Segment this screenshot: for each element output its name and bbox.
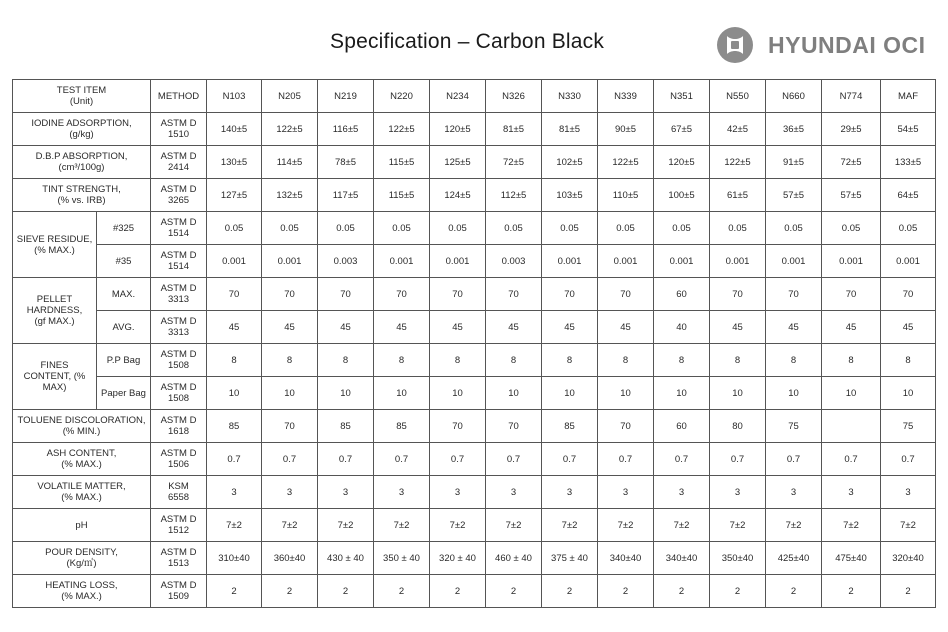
value-cell: 70 [374,278,430,311]
value-cell: 3 [654,476,710,509]
value-cell: 3 [486,476,542,509]
value-cell: 8 [822,344,881,377]
value-cell: 127±5 [207,179,262,212]
header-grade: N351 [654,80,710,113]
value-cell: 7±2 [207,509,262,542]
header-grade: N103 [207,80,262,113]
value-cell: 2 [207,575,262,608]
table-row [13,311,936,344]
test-item-sub-label: AVG. [97,311,151,344]
test-item-group-label: SIEVE RESIDUE, (% MAX.) [13,212,97,278]
value-cell: 0.7 [766,443,822,476]
value-cell: 8 [318,344,374,377]
value-cell: 72±5 [486,146,542,179]
value-cell: 75 [881,410,936,443]
value-cell: 36±5 [766,113,822,146]
value-cell: 0.05 [430,212,486,245]
test-item-label: TINT STRENGTH, (% vs. IRB) [13,179,151,212]
table-row [13,245,936,278]
value-cell: 350±40 [710,542,766,575]
value-cell: 10 [430,377,486,410]
brand [716,26,926,64]
value-cell: 81±5 [542,113,598,146]
table-row [13,146,936,179]
value-cell: 2 [542,575,598,608]
value-cell: 85 [374,410,430,443]
header-grade: N774 [822,80,881,113]
value-cell: 0.05 [374,212,430,245]
method-cell: ASTM D 1512 [151,509,207,542]
test-item-sub-label: #325 [97,212,151,245]
method-cell: ASTM D 1508 [151,344,207,377]
value-cell: 8 [430,344,486,377]
value-cell: 8 [207,344,262,377]
value-cell: 2 [710,575,766,608]
value-cell: 61±5 [710,179,766,212]
value-cell: 45 [207,311,262,344]
value-cell: 3 [881,476,936,509]
value-cell: 45 [766,311,822,344]
value-cell: 3 [430,476,486,509]
test-item-group-label: PELLET HARDNESS, (gf MAX.) [13,278,97,344]
value-cell: 70 [430,410,486,443]
value-cell: 0.7 [598,443,654,476]
value-cell: 340±40 [654,542,710,575]
test-item-sub-label: Paper Bag [97,377,151,410]
test-item-label: POUR DENSITY, (Kg/㎥) [13,542,151,575]
header-grade: N220 [374,80,430,113]
value-cell: 90±5 [598,113,654,146]
value-cell: 110±5 [598,179,654,212]
value-cell: 0.05 [822,212,881,245]
value-cell: 3 [542,476,598,509]
table-row [13,542,936,575]
value-cell: 0.001 [430,245,486,278]
value-cell: 70 [766,278,822,311]
value-cell: 0.001 [542,245,598,278]
value-cell: 3 [207,476,262,509]
method-cell: ASTM D 1514 [151,245,207,278]
value-cell: 0.001 [766,245,822,278]
value-cell: 7±2 [822,509,881,542]
value-cell: 3 [766,476,822,509]
value-cell: 0.7 [430,443,486,476]
value-cell: 70 [262,410,318,443]
value-cell: 85 [318,410,374,443]
value-cell: 2 [654,575,710,608]
value-cell: 70 [542,278,598,311]
value-cell: 70 [318,278,374,311]
value-cell: 45 [542,311,598,344]
header-row [13,80,936,113]
value-cell: 45 [881,311,936,344]
value-cell: 70 [486,278,542,311]
value-cell: 0.7 [207,443,262,476]
value-cell: 0.003 [318,245,374,278]
value-cell: 340±40 [598,542,654,575]
value-cell: 2 [486,575,542,608]
value-cell: 0.001 [881,245,936,278]
value-cell: 10 [374,377,430,410]
value-cell: 114±5 [262,146,318,179]
method-cell: ASTM D 1509 [151,575,207,608]
value-cell: 2 [430,575,486,608]
value-cell: 112±5 [486,179,542,212]
test-item-label: pH [13,509,151,542]
value-cell: 3 [318,476,374,509]
brand-name: HYUNDAI OCI [768,31,926,58]
value-cell: 10 [262,377,318,410]
value-cell: 0.05 [654,212,710,245]
test-item-label: HEATING LOSS, (% MAX.) [13,575,151,608]
method-cell: ASTM D 3313 [151,278,207,311]
test-item-sub-label: MAX. [97,278,151,311]
value-cell: 54±5 [881,113,936,146]
method-cell: ASTM D 2414 [151,146,207,179]
header-grade: MAF [881,80,936,113]
method-cell: ASTM D 3313 [151,311,207,344]
value-cell: 122±5 [710,146,766,179]
value-cell: 10 [710,377,766,410]
value-cell: 7±2 [318,509,374,542]
value-cell: 0.05 [598,212,654,245]
value-cell: 7±2 [374,509,430,542]
value-cell: 60 [654,410,710,443]
value-cell: 2 [374,575,430,608]
value-cell: 2 [262,575,318,608]
header-grade: N234 [430,80,486,113]
header-grade: N660 [766,80,822,113]
value-cell: 72±5 [822,146,881,179]
value-cell: 375 ± 40 [542,542,598,575]
value-cell: 122±5 [598,146,654,179]
value-cell: 0.05 [486,212,542,245]
value-cell: 7±2 [881,509,936,542]
value-cell: 8 [542,344,598,377]
value-cell: 7±2 [710,509,766,542]
value-cell: 7±2 [598,509,654,542]
value-cell: 10 [822,377,881,410]
page-title: Specification – Carbon Black [330,30,605,53]
header-grade: N550 [710,80,766,113]
value-cell: 70 [430,278,486,311]
test-item-group-label: FINES CONTENT, (% MAX) [13,344,97,410]
table-row [13,410,936,443]
value-cell: 7±2 [486,509,542,542]
value-cell: 0.7 [486,443,542,476]
method-cell: ASTM D 1508 [151,377,207,410]
value-cell: 45 [822,311,881,344]
value-cell: 115±5 [374,146,430,179]
value-cell: 320 ± 40 [430,542,486,575]
table-row [13,575,936,608]
value-cell: 10 [598,377,654,410]
value-cell: 120±5 [430,113,486,146]
value-cell: 8 [881,344,936,377]
value-cell: 2 [318,575,374,608]
value-cell: 57±5 [822,179,881,212]
value-cell: 70 [207,278,262,311]
value-cell: 0.05 [710,212,766,245]
value-cell: 42±5 [710,113,766,146]
value-cell: 0.7 [881,443,936,476]
table-row [13,113,936,146]
header-test-item: TEST ITEM (Unit) [13,80,151,113]
value-cell: 0.7 [710,443,766,476]
header-grade: N339 [598,80,654,113]
test-item-sub-label: #35 [97,245,151,278]
test-item-label: ASH CONTENT, (% MAX.) [13,443,151,476]
value-cell: 133±5 [881,146,936,179]
table-row [13,509,936,542]
value-cell: 10 [766,377,822,410]
value-cell: 0.001 [598,245,654,278]
value-cell: 40 [654,311,710,344]
value-cell: 70 [262,278,318,311]
value-cell: 0.05 [542,212,598,245]
value-cell: 10 [207,377,262,410]
value-cell: 70 [710,278,766,311]
value-cell: 0.7 [374,443,430,476]
value-cell: 70 [881,278,936,311]
value-cell: 81±5 [486,113,542,146]
header-grade: N330 [542,80,598,113]
value-cell: 64±5 [881,179,936,212]
value-cell: 2 [598,575,654,608]
value-cell: 85 [542,410,598,443]
value-cell: 7±2 [262,509,318,542]
value-cell: 3 [710,476,766,509]
value-cell: 70 [822,278,881,311]
value-cell: 10 [654,377,710,410]
test-item-label: D.B.P ABSORPTION, (cm³/100g) [13,146,151,179]
value-cell: 0.003 [486,245,542,278]
table-row [13,179,936,212]
value-cell: 0.05 [318,212,374,245]
value-cell: 122±5 [374,113,430,146]
header-grade: N205 [262,80,318,113]
value-cell: 0.7 [542,443,598,476]
value-cell: 45 [710,311,766,344]
value-cell: 0.7 [318,443,374,476]
value-cell: 70 [598,410,654,443]
method-cell: ASTM D 3265 [151,179,207,212]
value-cell: 91±5 [766,146,822,179]
value-cell: 132±5 [262,179,318,212]
value-cell: 3 [598,476,654,509]
value-cell: 350 ± 40 [374,542,430,575]
value-cell: 45 [430,311,486,344]
value-cell: 8 [654,344,710,377]
value-cell: 425±40 [766,542,822,575]
spec-table [12,79,936,608]
value-cell: 60 [654,278,710,311]
value-cell: 0.7 [262,443,318,476]
value-cell: 45 [374,311,430,344]
value-cell: 8 [766,344,822,377]
value-cell: 8 [262,344,318,377]
header-grade: N326 [486,80,542,113]
value-cell: 0.001 [207,245,262,278]
header-grade: N219 [318,80,374,113]
method-cell: ASTM D 1506 [151,443,207,476]
value-cell: 116±5 [318,113,374,146]
value-cell: 103±5 [542,179,598,212]
value-cell: 7±2 [430,509,486,542]
value-cell: 460 ± 40 [486,542,542,575]
value-cell: 120±5 [654,146,710,179]
value-cell: 10 [542,377,598,410]
value-cell: 8 [486,344,542,377]
value-cell: 0.05 [207,212,262,245]
value-cell: 0.05 [881,212,936,245]
method-cell: KSM 6558 [151,476,207,509]
value-cell [822,410,881,443]
value-cell: 115±5 [374,179,430,212]
value-cell: 122±5 [262,113,318,146]
value-cell: 125±5 [430,146,486,179]
value-cell: 57±5 [766,179,822,212]
table-row [13,476,936,509]
value-cell: 100±5 [654,179,710,212]
value-cell: 3 [822,476,881,509]
method-cell: ASTM D 1510 [151,113,207,146]
table-row [13,278,936,311]
value-cell: 45 [262,311,318,344]
value-cell: 80 [710,410,766,443]
method-cell: ASTM D 1513 [151,542,207,575]
value-cell: 10 [486,377,542,410]
value-cell: 45 [598,311,654,344]
test-item-label: IODINE ADSORPTION, (g/kg) [13,113,151,146]
value-cell: 0.05 [262,212,318,245]
value-cell: 130±5 [207,146,262,179]
value-cell: 10 [318,377,374,410]
value-cell: 70 [598,278,654,311]
value-cell: 0.05 [766,212,822,245]
value-cell: 124±5 [430,179,486,212]
value-cell: 117±5 [318,179,374,212]
value-cell: 3 [262,476,318,509]
value-cell: 0.001 [262,245,318,278]
value-cell: 8 [598,344,654,377]
value-cell: 45 [486,311,542,344]
value-cell: 10 [881,377,936,410]
value-cell: 7±2 [766,509,822,542]
value-cell: 0.7 [822,443,881,476]
value-cell: 2 [766,575,822,608]
value-cell: 70 [486,410,542,443]
table-row [13,344,936,377]
test-item-label: VOLATILE MATTER, (% MAX.) [13,476,151,509]
value-cell: 2 [881,575,936,608]
table-row [13,212,936,245]
value-cell: 8 [710,344,766,377]
value-cell: 75 [766,410,822,443]
value-cell: 140±5 [207,113,262,146]
hyundai-oci-logo-icon [716,26,754,64]
header-method: METHOD [151,80,207,113]
value-cell: 102±5 [542,146,598,179]
value-cell: 0.001 [374,245,430,278]
value-cell: 78±5 [318,146,374,179]
method-cell: ASTM D 1618 [151,410,207,443]
value-cell: 67±5 [654,113,710,146]
value-cell: 0.7 [654,443,710,476]
value-cell: 320±40 [881,542,936,575]
value-cell: 2 [822,575,881,608]
value-cell: 8 [374,344,430,377]
value-cell: 360±40 [262,542,318,575]
value-cell: 85 [207,410,262,443]
value-cell: 45 [318,311,374,344]
value-cell: 3 [374,476,430,509]
value-cell: 0.001 [654,245,710,278]
test-item-sub-label: P.P Bag [97,344,151,377]
method-cell: ASTM D 1514 [151,212,207,245]
table-row [13,377,936,410]
value-cell: 7±2 [542,509,598,542]
value-cell: 310±40 [207,542,262,575]
value-cell: 7±2 [654,509,710,542]
value-cell: 29±5 [822,113,881,146]
table-row [13,443,936,476]
value-cell: 0.001 [822,245,881,278]
test-item-label: TOLUENE DISCOLORATION, (% MIN.) [13,410,151,443]
value-cell: 475±40 [822,542,881,575]
value-cell: 430 ± 40 [318,542,374,575]
value-cell: 0.001 [710,245,766,278]
